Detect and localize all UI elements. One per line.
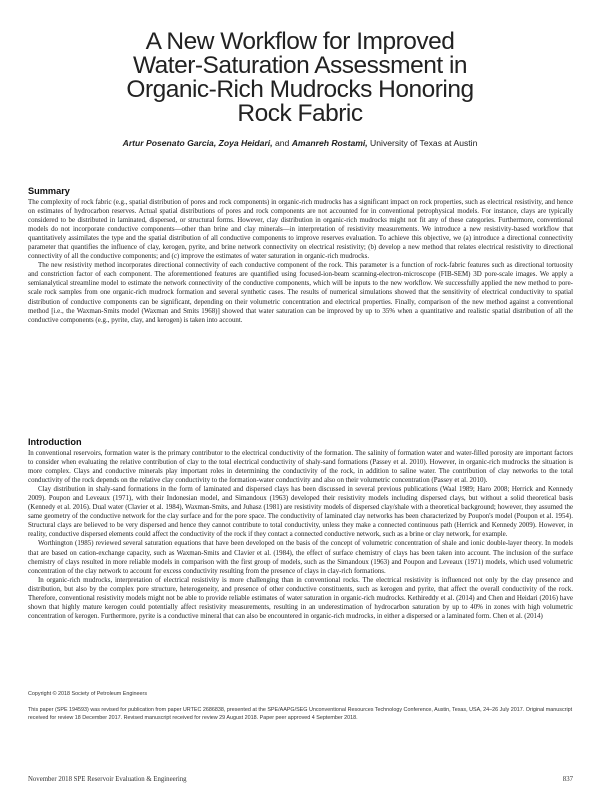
author-names: Artur Posenato Garcia, Zoya Heidari,: [122, 138, 273, 148]
author-line: [40, 138, 560, 148]
title-line: Water-Saturation Assessment in: [132, 52, 468, 79]
intro-paragraph: In organic-rich mudrocks, interpretation of electrical resistivity is more challenging than in conventional rocks. The electrical resistivity is influenced not only by the clay presence and distribution, but also by the complex pore structure, heterogeneity, and presence of other conductive constituents, such as kerogen and pyrite, that affect the overall conductivity of the rock. Therefore, conventional resistivity models might not be able to provide reliable estimates of water saturation in organic-rich mudrocks. Kethireddy et al. (2014) and Chen and Heidari (2016) have shown that highly mature kerogen could potentially affect resistivity measurements, resulting in an underestimation of hydrocarbon saturation by up to 40% in zones with high volumetric concentration of kerogen. Furthermore, pyrite is a conductive mineral that can also be encountered in organic-rich mudrocks, in either a dispersed or a laminated form. Chen et al. (2014): [28, 575, 573, 620]
summary-heading: Summary: [28, 186, 70, 196]
intro-paragraph: Worthington (1985) reviewed several saturation equations that have been developed on the basis of the concept of volumetric concentration of shale and ionic double-layer theory. In models that are based on cation-exchange capacity, such as Waxman-Smits and Clavier et al. (1984), the effect of surface chemistry of clays has been taken into account. The inclusion of the surface chemistry of clays resulted in more reliable models in comparison with the first group of models, such as the Simandoux (1963) and Poupon and Leveaux (1971) models, which used volumetric concentration of the clay network to account for excess conductivity resulting from the presence of clays in clay-rich formations.: [28, 539, 573, 575]
summary-paragraph: The complexity of rock fabric (e.g., spatial distribution of pores and rock components) in organic-rich mudrocks has a significant impact on rock properties, such as electrical resistivity, and hence on estimates of hydrocarbon reserves. Actual spatial distributions of pores and rock components are not accounted for in conventional petrophysical models. For instance, clays are typically considered to be distributed in laminated, dispersed, or structural forms. However, clay distribution in organic-rich mudrocks might not fit any of these categories. Furthermore, conventional models do not incorporate conductive components—other than brine and clay minerals—in interpretation of resistivity measurements. We introduce a new resistivity-based workflow that quantitatively assimilates the type and the spatial distribution of all conductive components to improve reserves evaluation. To achieve this objective, we (a) introduce a directional connectivity parameter that quantifies the influence of clay, kerogen, pyrite, and brine network connectivity on electrical resistivity; (b) develop a new method that relates electrical resistivity to directional connectivity of all the conductive components; and (c) improve the estimates of water saturation in organic-rich mudrocks.: [28, 198, 573, 261]
title-line: Organic-Rich Mudrocks Honoring: [126, 76, 474, 103]
copyright-notice: Copyright © 2018 Society of Petroleum Engineers: [28, 691, 148, 697]
author-last-name: Amanreh Rostami,: [291, 138, 368, 148]
title-line: Rock Fabric: [237, 100, 363, 127]
publication-history: This paper (SPE 194593) was revised for publication from paper URTEC 2686838, presented at the SPE/AAPG/SEG Unconventional Resources Technology Conference, Austin, Texas, USA, 24–26 July 2017. Original manuscript received for review 18 December 2017. Revised manuscript received for review 29 August 2018. Paper peer approved 4 September 2018.: [28, 707, 573, 721]
summary-section: [28, 198, 573, 325]
introduction-heading: Introduction: [28, 437, 82, 447]
introduction-section: [28, 449, 573, 621]
journal-issue: November 2018 SPE Reservoir Evaluation & Engineering: [28, 776, 187, 783]
intro-paragraph: In conventional reservoirs, formation water is the primary contributor to the electrical conductivity of the formation. The salinity of formation water and water-filled porosity are important factors to consider when evaluating the relative contribution of clay to the total electrical conductivity of shaly-sand formations (Passey et al. 2010). However, in organic-rich mudrocks the situation is more complex. Clays and conductive minerals play important roles in determining the conductivity of the rock, in addition to saline water. The contribution of clay networks to the total conductivity of the rock depends on the relative clay conductivity to the formation-water conductivity and also on their volumetric concentration (Passey et al. 2010).: [28, 449, 573, 485]
summary-paragraph: The new resistivity method incorporates directional connectivity of each conductive component of the rock. This parameter is a function of rock-fabric features such as directional tortuosity and constriction factor of each component. The aforementioned features are quantified using focused-ion-beam scanning-electron-microscope (FIB-SEM) 3D pore-scale images. We apply a semianalytical streamline model to estimate the network connectivity of the conductive components, which will be inputs to the new workflow. We successfully applied the new method to pore-scale rock samples from one organic-rich mudrock formation and several synthetic cases. The results of numerical simulations showed that the sensitivity of electrical conductivity to spatial distribution of conductive components can be significant, depending on their volumetric concentration and electrical properties. Finally, comparison of the new method against a conventional method [i.e., the Waxman-Smits model (Waxman and Smits 1968)] showed that water saturation can be improved by up to 35% when a quantitative and realistic spatial distribution of all the conductive components (e.g., pyrite, clay, and kerogen) is taken into account.: [28, 261, 573, 324]
author-affiliation: University of Texas at Austin: [367, 138, 478, 148]
title-line: A New Workflow for Improved: [145, 28, 455, 55]
paper-title: [60, 30, 540, 126]
intro-paragraph: Clay distribution in shaly-sand formations in the form of laminated and dispersed clays has been discussed in several previous publications (Waal 1989; Haro 2008; Herrick and Kennedy 2009). Poupon and Leveaux (1971), with their Indonesian model, and Simandoux (1963) developed their resistivity models including dispersed clays, but without a solid theoretical basis (Kennedy et al. 2016). Dual water (Clavier et al. 1984), Waxman-Smits, and Juhasz (1981) are resistivity models of dispersed clay/shale with a theoretical background; however, they assumed the same geometry of the conductive network for the clay surface and for the pore space. The conductivity of laminated clay networks has been characterized by Poupon's model (Poupon et al. 1954). Structural clays are believed to be very dispersed and hence they cannot contribute to total conductivity, unless they make a connected continuous path (Herrick and Kennedy 2009). However, in reality, conductive dispersed elements could affect the conductivity of the rock if they contact a connected conductive network, such as a brine or clay network, for example.: [28, 485, 573, 539]
footnotes: [28, 690, 573, 722]
page-number: 837: [562, 776, 573, 783]
page-footer: [28, 776, 573, 783]
author-conjunction: and: [272, 138, 292, 148]
